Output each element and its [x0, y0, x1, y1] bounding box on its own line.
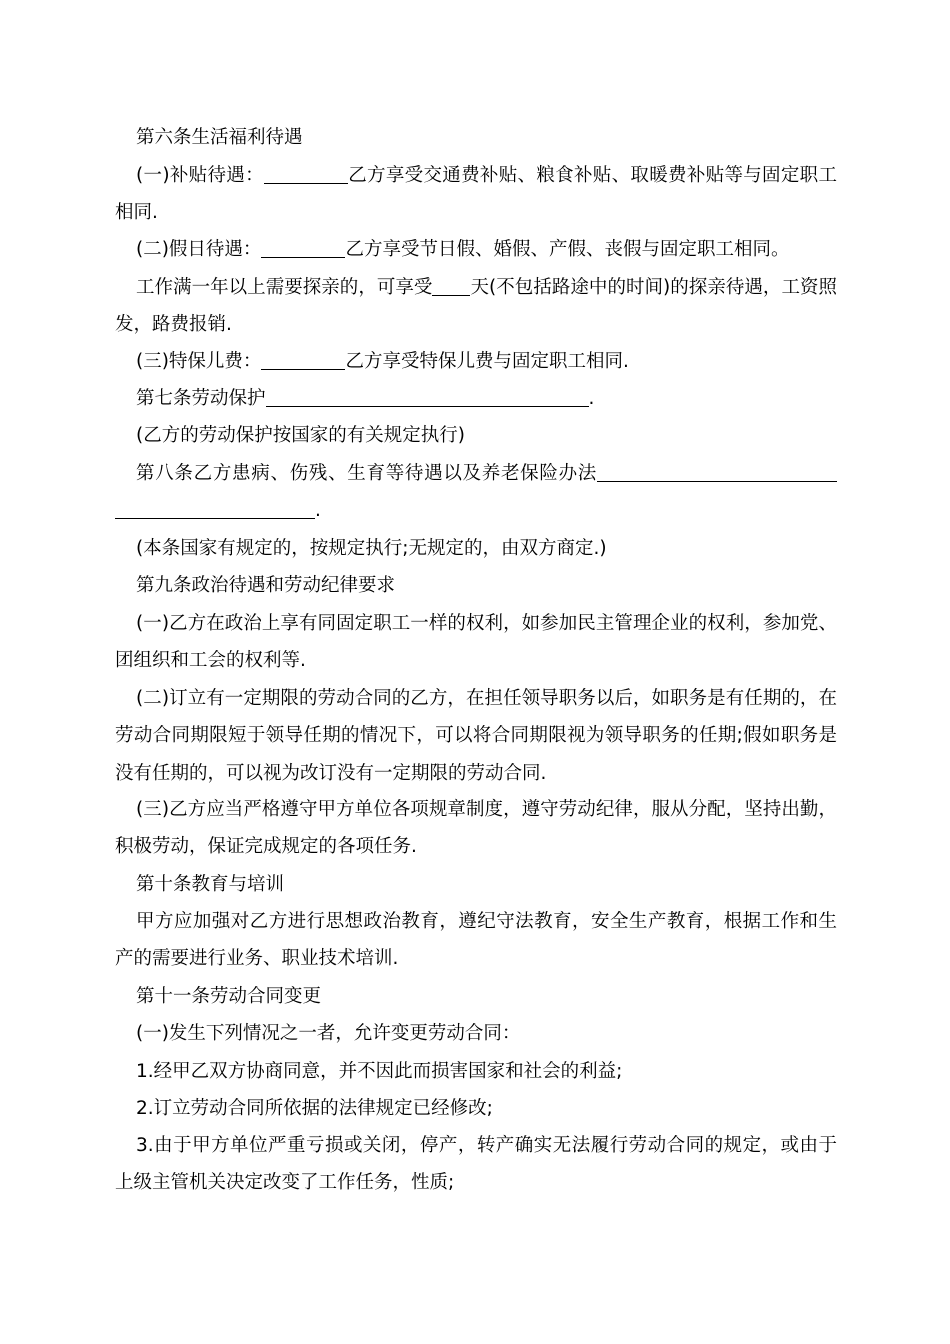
home-leave-text-after: 天(不包括路途中的时间)的探亲待遇，工资照发，路费报销. — [115, 277, 837, 336]
list-item-1: 1.经甲乙双方协商同意，并不因此而损害国家和社会的利益; — [136, 1061, 623, 1082]
item-1-text: 乙方享受交通费补贴、粮食补贴、取暖费补贴等与固定职工相同. — [115, 165, 837, 224]
item-3-text: 乙方享受特保儿费与固定职工相同. — [345, 351, 629, 372]
article-9-item-1: (一)乙方在政治上享有同固定职工一样的权利，如参加民主管理企业的权利，参加党、团组织和工会的权利等. — [115, 613, 837, 672]
article-6-heading: 第六条生活福利待遇 — [136, 127, 303, 148]
article-10-heading: 第十条教育与培训 — [136, 874, 285, 895]
article-7-heading — [115, 380, 837, 417]
fill-in-blank — [597, 463, 837, 483]
article-11-item-1: (一)发生下列情况之一者，允许变更劳动合同： — [136, 1023, 521, 1044]
article-6-item-2 — [115, 231, 837, 268]
item-3-label: (三)特保儿费： — [136, 351, 262, 372]
home-leave-paragraph — [115, 269, 837, 344]
fill-in-blank — [266, 388, 589, 408]
item-1-label: (一)补贴待遇： — [136, 165, 264, 186]
article-8-end: . — [315, 500, 321, 522]
article-11-heading: 第十一条劳动合同变更 — [136, 986, 322, 1007]
article-9-item-3: (三)乙方应当严格遵守甲方单位各项规章制度，遵守劳动纪律，服从分配，坚持出勤，积极劳动，保证完成规定的各项任务. — [115, 799, 837, 858]
article-8-heading — [115, 455, 837, 530]
home-leave-text-before: 工作满一年以上需要探亲的，可享受 — [136, 277, 433, 298]
fill-in-blank — [261, 239, 345, 259]
fill-in-blank-continued — [115, 500, 315, 520]
article-8-label: 第八条乙方患病、伤残、生育等待遇以及养老保险办法 — [136, 463, 597, 484]
article-6-item-3 — [115, 343, 837, 380]
list-item-2: 2.订立劳动合同所依据的法律规定已经修改; — [136, 1098, 493, 1119]
article-7-end: . — [588, 388, 595, 409]
article-9-heading: 第九条政治待遇和劳动纪律要求 — [136, 575, 396, 596]
fill-in-blank — [261, 351, 345, 371]
article-7-label: 第七条劳动保护 — [136, 388, 266, 409]
article-10-body: 甲方应加强对乙方进行思想政治教育，遵纪守法教育，安全生产教育，根据工作和生产的需要进行业务、职业技术培训. — [115, 911, 837, 970]
fill-in-blank — [264, 165, 348, 185]
article-6-item-1 — [115, 157, 837, 232]
article-8-note: (本条国家有规定的，按规定执行;无规定的，由双方商定.) — [136, 538, 607, 559]
article-9-item-2: (二)订立有一定期限的劳动合同的乙方，在担任领导职务以后，如职务是有任期的，在劳动合同期限短于领导任期的情况下，可以将合同期限视为领导职务的任期;假如职务是没有任期的，可以视为改订没有一定期限的劳动合同. — [115, 688, 837, 784]
item-2-text: 乙方享受节日假、婚假、产假、丧假与固定职工相同。 — [345, 239, 790, 260]
article-7-note: (乙方的劳动保护按国家的有关规定执行) — [136, 425, 465, 446]
fill-in-blank — [432, 277, 470, 297]
item-2-label: (二)假日待遇： — [136, 239, 262, 260]
list-item-3: 3.由于甲方单位严重亏损或关闭，停产，转产确实无法履行劳动合同的规定，或由于上级主管机关决定改变了工作任务，性质; — [115, 1135, 837, 1194]
